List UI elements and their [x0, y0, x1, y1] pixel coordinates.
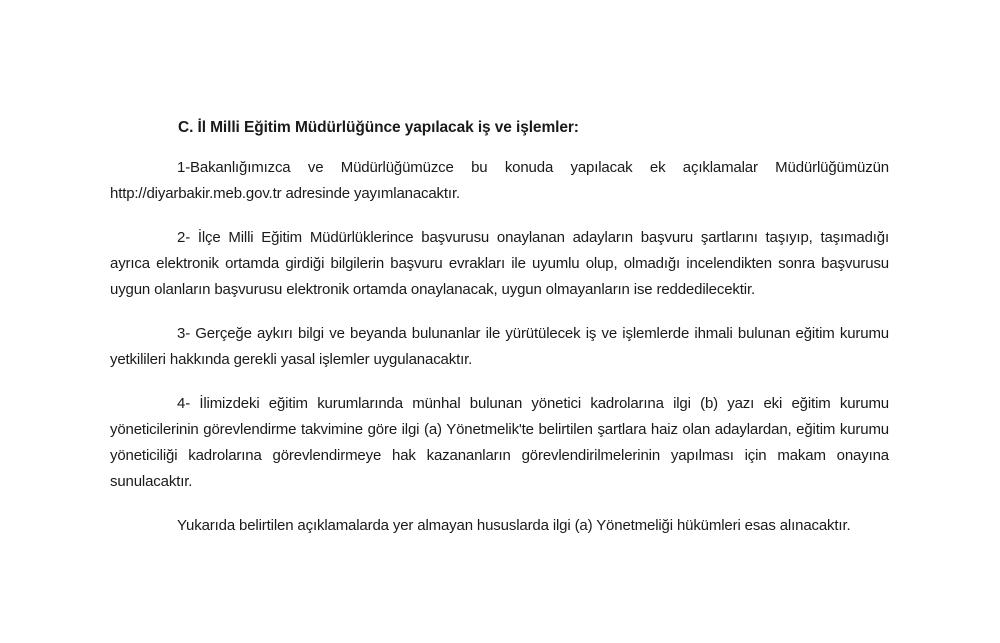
paragraph-item-3: 3- Gerçeğe aykırı bilgi ve beyanda bulunanlar ile yürütülecek iş ve işlemlerde ihmali bulunan eğitim kurumu yetkilileri hakkında gerekli yasal işlemler uygulanacaktır. — [110, 325, 889, 368]
document-body — [110, 115, 889, 557]
paragraph-item-2: 2- İlçe Milli Eğitim Müdürlüklerince başvurusu onaylanan adayların başvuru şartlarını taşıyıp, taşımadığı ayrıca elektronik ortamda girdiği bilgilerin başvuru evrakları ile uyumlu olup, olmadığı incelendikten sonra başvurusu uygun olanların başvurusu elektronik ortamda onaylanacak, uygun olmayanların ise reddedilecektir. — [110, 229, 889, 298]
section-heading: C. İl Milli Eğitim Müdürlüğünce yapılacak iş ve işlemler: — [178, 119, 579, 136]
paragraph-item-4: 4- İlimizdeki eğitim kurumlarında münhal bulunan yönetici kadrolarına ilgi (b) yazı eki eğitim kurumu yöneticilerinin görevlendirme takvimine göre ilgi (a) Yönetmelik'te belirtilen şartlara haiz olan adaylardan, eğitim kurumu yöneticiliği kadrolarına görevlendirmeye hak kazananların görevlendirilmelerinin yapılması için makam onayına sunulacaktır. — [110, 395, 889, 490]
paragraph-closing: Yukarıda belirtilen açıklamalarda yer almayan hususlarda ilgi (a) Yönetmeliği hükümleri esas alınacaktır. — [177, 517, 851, 534]
paragraph-item-1: 1-Bakanlığımızca ve Müdürlüğümüzce bu konuda yapılacak ek açıklamalar Müdürlüğümüzün http://diyarbakir.meb.gov.tr adresinde yayımlanacaktır. — [110, 159, 889, 202]
